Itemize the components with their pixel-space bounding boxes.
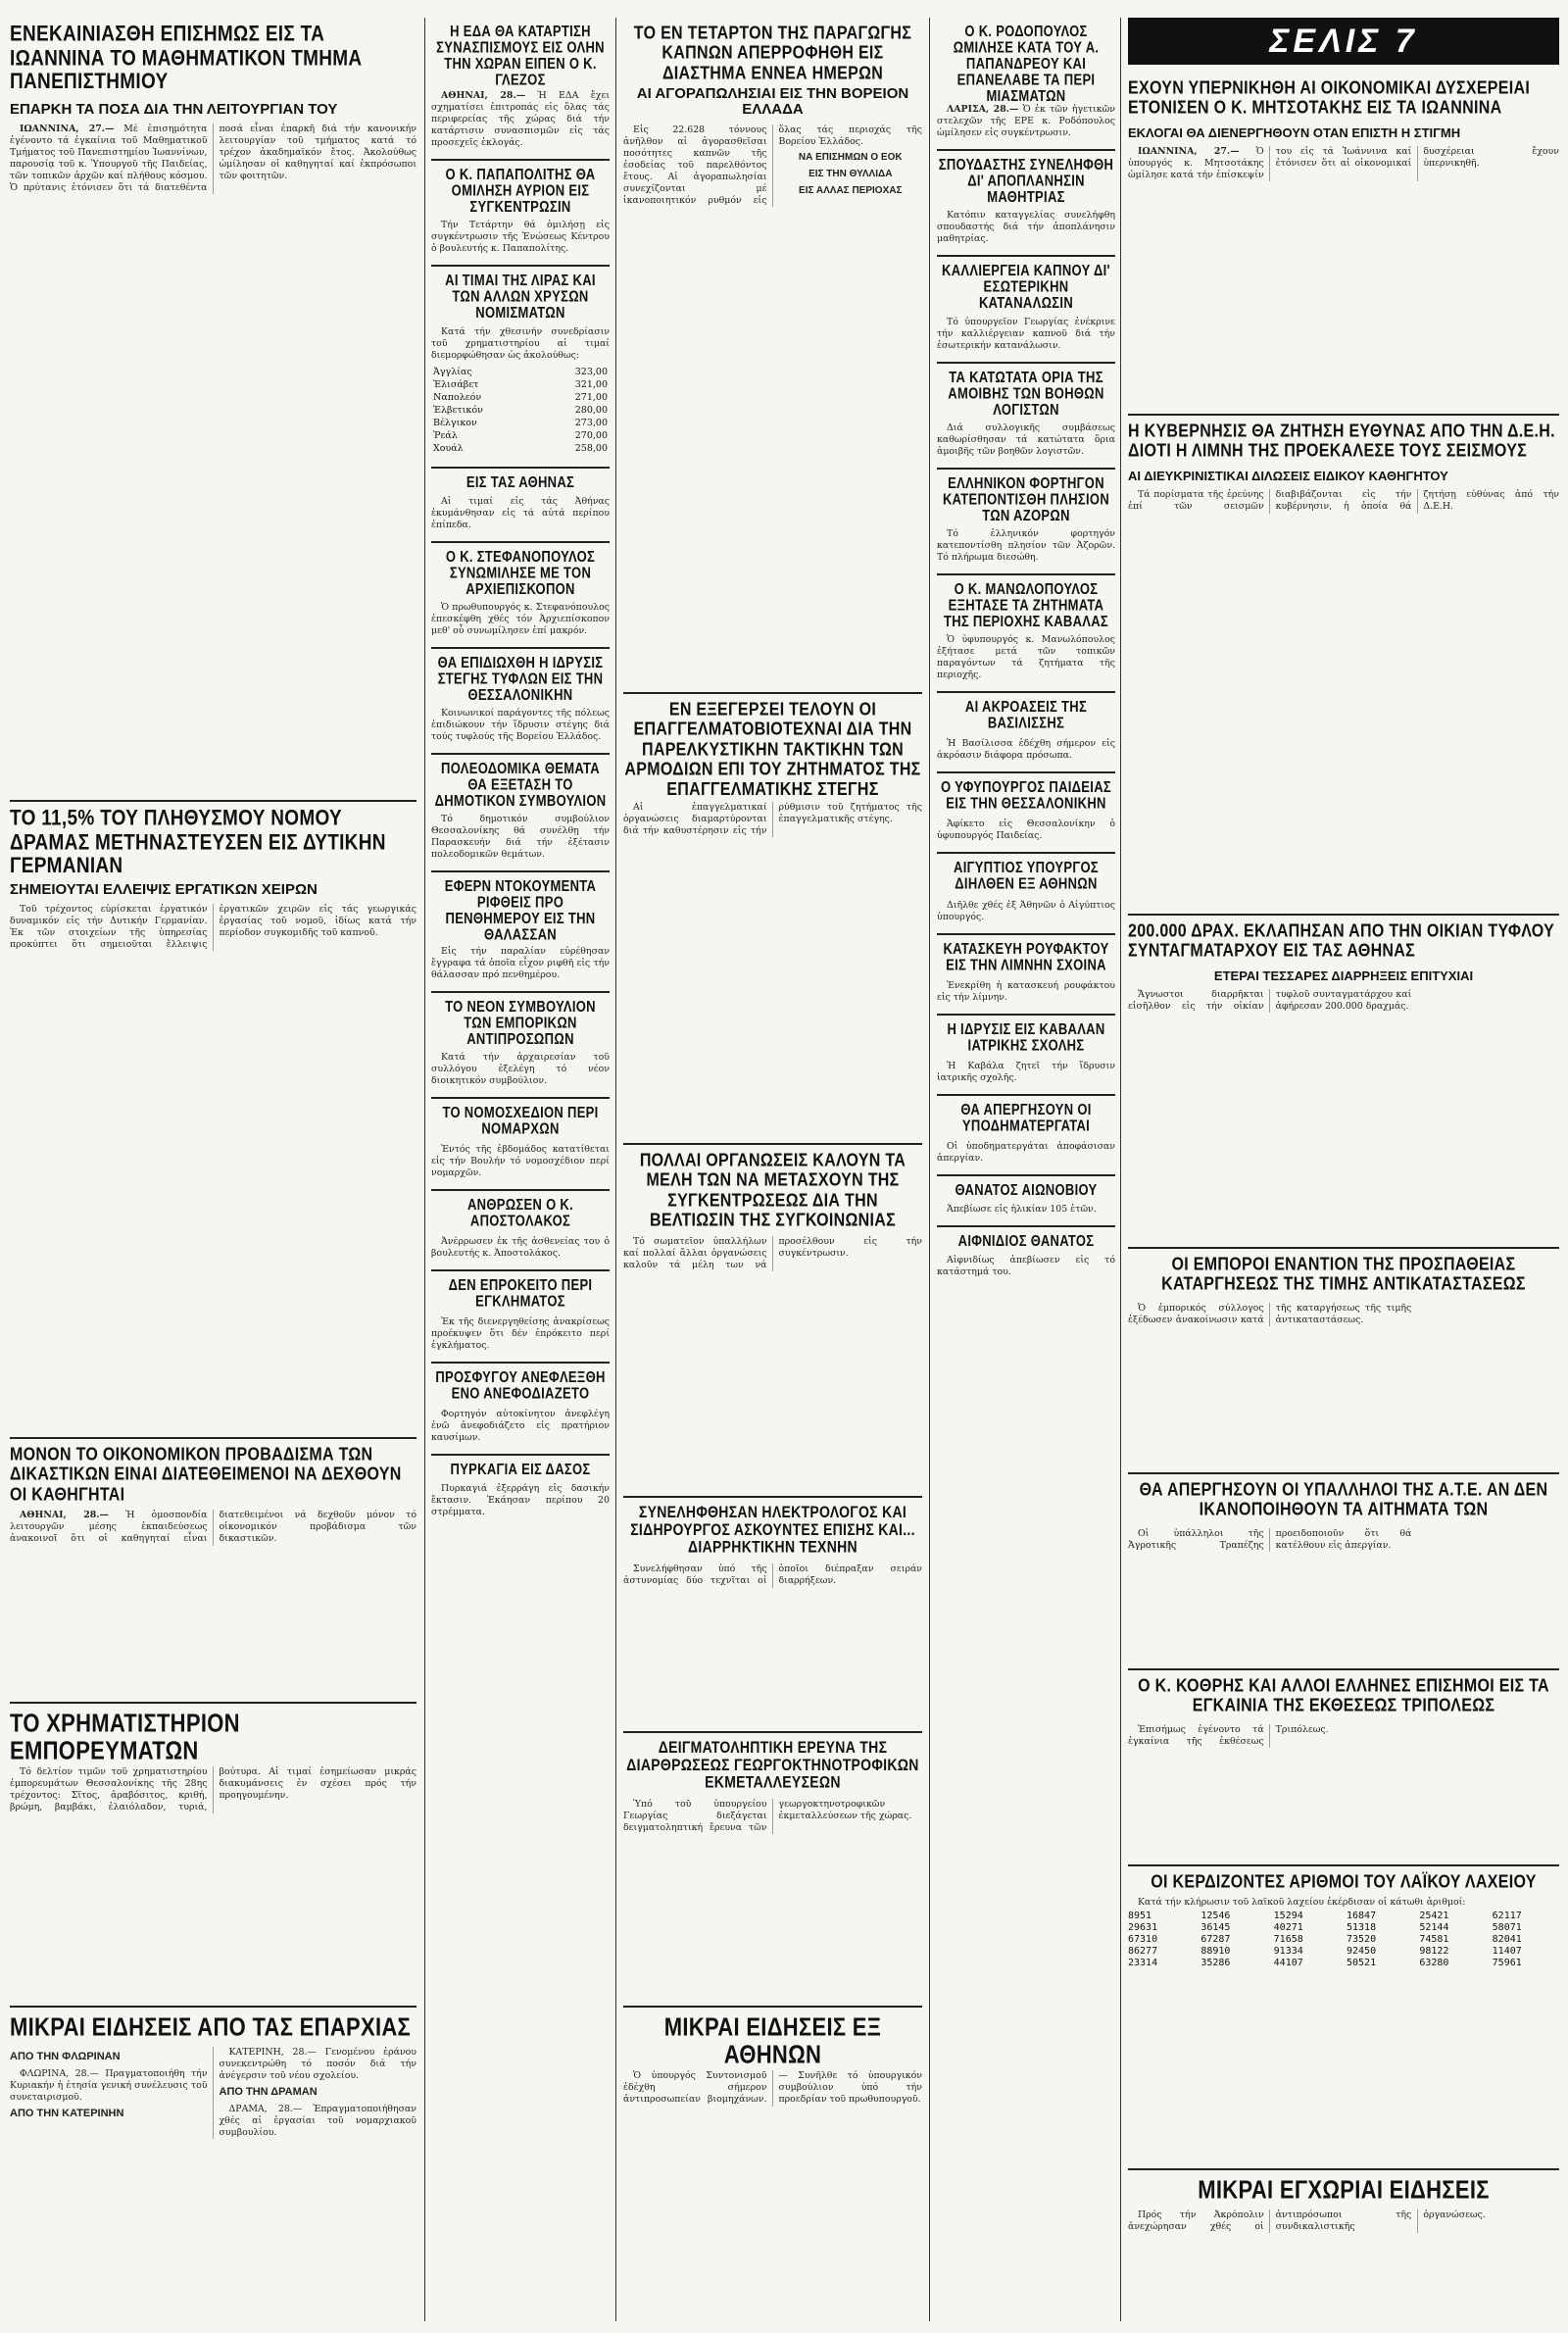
article-body [431,326,610,362]
article-text: Κατά τήν ἀρχαιρεσίαν τοῦ συλλόγου ἐξελέγη τό νέον διοικητικόν συμβούλιον. [431,1051,610,1086]
article [623,18,922,694]
lottery-number: 16847 [1347,1911,1377,1922]
price-row [431,404,610,417]
lottery-number: 23314 [1128,1958,1158,1969]
article [1128,73,1559,416]
coin-price: 323,00 [574,366,608,377]
article-text: Οἱ ὑποδηματεργάται ἀποφάσισαν ἀπεργίαν. [937,1140,1115,1164]
article-text: Ὁ πρωθυπουργός κ. Στεφανόπουλος ἐπεσκέφθη χθές τόν Ἀρχιεπίσκοπον μεθ' οὗ συνωμίλησεν ἐπί μακρόν. [431,601,610,636]
lottery-number: 67310 [1128,1934,1158,1946]
headline: ΤΟ 11,5% ΤΟΥ ΠΛΗΘΥΣΜΟΥ ΝΟΜΟΥ ΔΡΑΜΑΣ ΜΕΤΗΝΑΣΤΕΥΣΕΝ ΕΙΣ ΔΥΤΙΚΗΝ ΓΕΡΜΑΝΙΑΝ [10,806,386,879]
lottery-number: 25421 [1419,1911,1449,1922]
article [1128,1866,1559,2170]
article-text: Φορτηγόν αὐτοκίνητον ἀνεφλέγη ἐνῶ ἀνεφοδιάζετο εἰς πρατήριον καυσίμων. [431,1409,610,1444]
article [431,267,610,468]
lottery-number: 91334 [1273,1946,1303,1958]
headline: ΘΑ ΕΠΙΔΙΩΧΘΗ Η ΙΔΡΥΣΙΣ ΣΤΕΓΗΣ ΤΥΦΛΩΝ ΕΙΣ ΤΗΝ ΘΕΣΣΑΛΟΝΙΚΗΝ [437,653,604,704]
headline: Ο Κ. ΡΟΔΟΠΟΥΛΟΣ ΩΜΙΛΗΣΕ ΚΑΤΑ ΤΟΥ Α. ΠΑΠΑΝΔΡΕΟΥ ΚΑΙ ΕΠΑΝΕΛΑΒΕ ΤΑ ΠΕΡΙ ΜΙΑΣΜΑΤΩΝ [953,22,1100,105]
article [431,993,610,1099]
section-label: ΕΙΣ ΤΗΝ ΘΥΛΛΙΔΑ [808,168,893,179]
article [10,1704,416,2008]
article-body [431,220,610,255]
article [1128,1474,1559,1670]
article-body [431,946,610,981]
headline: ΠΡΟΣΦΥΓΟΥ ΑΝΕΦΛΕΞΘΗ ΕΝΟ ΑΝΕΦΟΔΙΑΖΕΤΟ [435,1368,606,1403]
article-body [937,1141,1115,1165]
article [1128,1249,1559,1474]
headline: ΟΙ ΚΕΡΔΙΖΟΝΤΕΣ ΑΡΙΘΜΟΙ ΤΟΥ ΛΑΪΚΟΥ ΛΑΧΕΙΟΥ [1151,1872,1537,1893]
article-text: Ἡ Καβάλα ζητεῖ τήν ἵδρυσιν ἰατρικῆς σχολῆς. [937,1060,1115,1083]
article-body [431,708,610,743]
article-text: Διῆλθε χθές ἐξ Ἀθηνῶν ὁ Αἰγύπτιος ὑπουργός. [937,899,1115,922]
dateline: ΙΩΑΝΝΙΝΑ, 27.— [20,124,115,135]
lottery-number: 75961 [1492,1958,1522,1969]
headline: ΔΕΙΓΜΑΤΟΛΗΠΤΙΚΗ ΕΡΕΥΝΑ ΤΗΣ ΔΙΑΡΘΡΩΣΕΩΣ ΓΕΩΡΓΟΚΤΗΝΟΤΡΟΦΙΚΩΝ ΕΚΜΕΤΑΛΛΕΥΣΕΩΝ [626,1737,919,1792]
headline: ΘΑ ΑΠΕΡΓΗΣΟΥΝ ΟΙ ΥΠΑΛΛΗΛΟΙ ΤΗΣ Α.Τ.Ε. ΑΝ ΔΕΝ ΙΚΑΝΟΠΟΙΗΘΟΥΝ ΤΑ ΑΙΤΗΜΑΤΑ ΤΩΝ [1139,1480,1548,1520]
article-text: Τά πορίσματα τῆς ἐρεύνης ἐπί τῶν σεισμῶν διαβιβάζονται εἰς τήν κυβέρνησιν, ἡ ὁποία θά ζητήσῃ εὐθύνας ἀπό τήν Δ.Ε.Η. [1128,488,1559,512]
article [937,1016,1115,1096]
column-3 [623,18,922,2321]
headline: ΤΟ ΕΝ ΤΕΤΑΡΤΟΝ ΤΗΣ ΠΑΡΑΓΩΓΗΣ ΚΑΠΝΩΝ ΑΠΕΡΡΟΦΗΘΗ ΕΙΣ ΔΙΑΣΤΗΜΑ ΕΝΝΕΑ ΗΜΕΡΩΝ [633,24,912,83]
article-text: Ἀνέρρωσεν ἐκ τῆς ἀσθενείας του ὁ βουλευτής κ. Ἀποστολάκος. [431,1236,610,1260]
coin-name: Ἑλβετικόν [433,404,483,416]
article [431,18,610,161]
column-4 [937,18,1115,2321]
article-body [937,104,1115,139]
article [431,161,610,267]
article [937,1096,1115,1176]
article-text: Ὁ ἐμπορικός σύλλογος ἐξέδωσεν ἀνακοίνωσιν κατά τῆς καταργήσεως τῆς τιμῆς ἀντικαταστάσεως. [1128,1302,1412,1325]
subheadline: ΣΗΜΕΙΟΥΤΑΙ ΕΛΛΕΙΨΙΣ ΕΡΓΑΤΙΚΩΝ ΧΕΙΡΩΝ [10,880,318,898]
article-text: Ὁ ὑφυπουργός κ. Μανωλόπουλος ἐξήτασε μετά τῶν τοπικῶν παραγόντων τά ζητήματα τῆς περιοχῆς. [937,634,1115,681]
article-text: Ἡ ΕΔΑ ἔχει σχηματίσει ἐπιτροπάς εἰς ὅλας τάς περιφερείας τῆς χώρας διά τήν κατάρτισιν συνασπισμῶν εἰς τάς προσεχεῖς ἐκλογάς. [431,90,610,149]
article-text: Ἀφίκετο εἰς Θεσσαλονίκην ὁ ὑφυπουργός Παιδείας. [937,819,1115,842]
lottery-number: 67287 [1200,1934,1231,1946]
article-text: Ἡ Βασίλισσα ἐδέχθη σήμερον εἰς ἀκρόασιν διάφορα πρόσωπα. [937,738,1115,762]
dateline: ΑΘΗΝΑΙ, 28.— [20,1509,109,1520]
article-text: Ἡ ὁμοσπονδία λειτουργῶν μέσης ἐκπαιδεύσεως ἀνακοινοῖ ὅτι οἱ καθηγηταί εἶναι διατεθειμένοι νά δεχθοῦν μόνον τό οἰκονομικόν προβάδισμα τῶν δικαστικῶν. [10,1509,416,1544]
coin-name: Βέλγικον [433,417,477,428]
headline: Η ΚΥΒΕΡΝΗΣΙΣ ΘΑ ΖΗΤΗΣΗ ΕΥΘΥΝΑΣ ΑΠΟ ΤΗΝ Δ.Ε.Η. ΔΙΟΤΙ Η ΛΙΜΝΗ ΤΗΣ ΠΡΟΕΚΑΛΕΣΕ ΤΟΥΣ ΣΕΙΣΜΟΥΣ [1128,422,1555,462]
article [937,854,1115,934]
article-body [1128,146,1559,181]
article-body [431,1316,610,1352]
article-text: Τό δελτίον τιμῶν τοῦ χρηματιστηρίου ἐμπορευμάτων Θεσσαλονίκης τῆς 28ης τρέχοντος: Σῖτος, ἀραβόσιτος, κριθή, βρώμη, βαμβάκι, ἐλαιόλαδον, τυριά, βούτυρα. Αἱ τιμαί ἐσημείωσαν μικράς διακυμάνσεις ἐν σχέσει πρός τήν προηγουμένην. [10,1765,416,1812]
article-body [937,422,1115,458]
coin-name: Ἐλισάβετ [433,378,479,390]
column-rule [929,18,930,2321]
headline: ΚΑΤΑΣΚΕΥΗ ΡΟΥΦΑΚΤΟΥ ΕΙΣ ΤΗΝ ΛΙΜΝΗΝ ΣΧΟΙΝΑ [943,939,1109,973]
headline: ΤΟ ΧΡΗΜΑΤΙΣΤΗΡΙΟΝ ΕΜΠΟΡΕΥΜΑΤΩΝ [10,1708,240,1765]
article [623,1733,922,2008]
article-text: Ἐντός τῆς ἑβδομάδος κατατίθεται εἰς τήν Βουλήν τό νομοσχέδιον περί νομαρχῶν. [431,1143,610,1178]
article-text: Τό δημοτικόν συμβούλιον Θεσσαλονίκης θά συνέλθῃ τήν Παρασκευήν διά τήν ἐξέτασιν πολεοδομικῶν θεμάτων. [431,814,610,861]
headline: ΑΙ ΤΙΜΑΙ ΤΗΣ ΛΙΡΑΣ ΚΑΙ ΤΩΝ ΑΛΛΩΝ ΧΡΥΣΩΝ ΝΟΜΙΣΜΑΤΩΝ [445,272,596,323]
article-text: Ὁ ὑπουργός κ. Μητσοτάκης ὡμίλησε κατά τήν ἐπίσκεψίν του εἰς τά Ἰωάννινα καί ἐτόνισεν ὅτι αἱ οἰκονομικαί δυσχέρειαι ἔχουν ὑπερνικηθῆ. [1128,145,1559,180]
article [937,693,1115,773]
article [937,364,1115,470]
price-row [431,417,610,429]
lottery-number: 58071 [1492,1922,1522,1934]
article-text: Τό σωματεῖον ὑπαλλήλων καί πολλαί ἄλλαι ὀργανώσεις καλοῦν τά μέλη των νά προσέλθουν εἰς τήν συγκέντρωσιν. [623,1236,922,1271]
lottery-number: 8951 [1128,1911,1152,1922]
lottery-number: 35286 [1200,1958,1231,1969]
coin-price: 321,00 [574,378,608,390]
article-body [1128,2209,1559,2233]
headline: ΑΝΘΡΩΣΕΝ Ο Κ. ΑΠΟΣΤΟΛΑΚΟΣ [466,1195,574,1230]
column-rule [424,18,425,2321]
article-body [10,1766,416,1813]
article-text: Μέ ἐπισημότητα ἐγένοντο τά ἐγκαίνια τοῦ Μαθηματικοῦ Τμήματος τοῦ Πανεπιστημίου Ἰωαννίνων, παρουσίᾳ τοῦ κ. Ὑπουργοῦ τῆς Παιδείας, τῶν τοπικῶν ἀρχῶν καί πλήθους κόσμου. Ὁ πρύτανις ἐτόνισεν ὅτι τά διατεθέντα ποσά εἶναι ἐπαρκῆ διά τήν κανονικήν λειτουργίαν τοῦ τμήματος κατά τό τρέχον ἀκαδημαϊκόν ἔτος. Ἀκολούθως ὡμίλησαν οἱ καθηγηταί καί ἐκπρόσωποι τῶν φοιτητῶν. [10,124,416,194]
article [10,1439,416,1704]
headline: ΕΝ ΕΞΕΓΕΡΣΕΙ ΤΕΛΟΥΝ ΟΙ ΕΠΑΓΓΕΛΜΑΤΟΒΙΟΤΕΧΝΑΙ ΔΙΑ ΤΗΝ ΠΑΡΕΛΚΥΣΤΙΚΗΝ ΤΑΚΤΙΚΗΝ ΤΩΝ ΑΡΜΟΔΙΩΝ ΕΠΙ ΤΟΥ ΖΗΤΗΜΑΤΟΣ ΤΗΣ ΕΠΑΓΓΕΛΜΑΤΙΚΗΣ ΣΤΕΓΗΣ [624,700,921,800]
lottery-number: 74581 [1419,1934,1449,1946]
column-1 [10,18,416,2321]
article-body [623,1799,922,1834]
article-text: Τοῦ τρέχοντος εὑρίσκεται ἐργατικόν δυναμικόν εἰς τήν Δυτικήν Γερμανίαν. Ἐκ τῶν στοιχείων τῆς ὑπηρεσίας προκύπτει ὅτι σημειοῦται ἔλλειψις ἐργατικῶν χειρῶν εἰς τάς γεωργικάς ἐργασίας τοῦ νομοῦ, ἰδίως κατά τήν περίοδον συγκομιδῆς τοῦ καπνοῦ. [10,904,416,951]
article-text: Αἰφνιδίως ἀπεβίωσεν εἰς τό κατάστημά του. [937,1255,1115,1278]
article-body [1128,489,1559,514]
article-text: Κατά τήν κλήρωσιν τοῦ λαϊκοῦ λαχείου ἐκέρδισαν οἱ κάτωθι ἀριθμοί: [1138,1897,1466,1909]
article-body [623,1236,922,1271]
article [431,469,610,543]
headline: ΟΙ ΕΜΠΟΡΟΙ ΕΝΑΝΤΙΟΝ ΤΗΣ ΠΡΟΣΠΑΘΕΙΑΣ ΚΑΤΑΡΓΗΣΕΩΣ ΤΗΣ ΤΙΜΗΣ ΑΝΤΙΚΑΤΑΣΤΑΣΕΩΣ [1161,1255,1526,1295]
price-row [431,442,610,455]
headline: Ο Κ. ΜΑΝΩΛΟΠΟΥΛΟΣ ΕΞΗΤΑΣΕ ΤΑ ΖΗΤΗΜΑΤΑ ΤΗΣ ΠΕΡΙΟΧΗΣ ΚΑΒΑΛΑΣ [943,579,1109,630]
article-text: ΚΑΤΕΡΙΝΗ, 28.— Γενομένου ἐράνου συνεκεντρώθη τό ποσόν διά τήν ἀνέγερσιν τοῦ νέου σχολείου. [219,2046,416,2081]
article [431,1099,610,1191]
article-body [623,124,922,207]
headline: ΕΝΕΚΑΙΝΙΑΣΘΗ ΕΠΙΣΗΜΩΣ ΕΙΣ ΤΑ ΙΩΑΝΝΙΝΑ ΤΟ ΜΑΘΗΜΑΤΙΚΟΝ ΤΜΗΜΑ ΠΑΝΕΠΙΣΤΗΜΙΟΥ [10,22,363,95]
article-body [623,802,922,837]
coin-price: 280,00 [574,404,608,416]
column-rule [615,18,616,2321]
column-5 [1128,18,1559,2321]
headline: ΜΙΚΡΑΙ ΕΙΔΗΣΕΙΣ ΕΞ ΑΘΗΝΩΝ [663,2011,882,2069]
article [431,543,610,649]
coin-name: Ναπολεόν [433,391,482,403]
article-body [431,90,610,149]
headline: ΕΦΕΡΝ ΝΤΟΚΟΥΜΕΝΤΑ ΡΙΦΘΕΙΣ ΠΡΟ ΠΕΝΘΗΜΕΡΟΥ ΕΙΣ ΤΗΝ ΘΑΛΑΣΣΑΝ [444,877,597,944]
lottery-number: 62117 [1492,1911,1522,1922]
article [1128,2170,1559,2241]
article-text: Τό ἑλληνικόν φορτηγόν κατεποντίσθη πλησίον τῶν Ἀζορῶν. Τό πλήρωμα διεσώθη. [937,527,1115,563]
subheadline: ΕΠΑΡΚΗ ΤΑ ΠΟΣΑ ΔΙΑ ΤΗΝ ΛΕΙΤΟΥΡΓΙΑΝ ΤΟΥ [10,100,338,118]
article-text: Οἱ ὑπάλληλοι τῆς Ἀγροτικῆς Τραπέζης προειδοποιοῦν ὅτι θά κατέλθουν εἰς ἀπεργίαν. [1128,1527,1412,1551]
coin-price: 258,00 [574,442,608,454]
article-body [431,814,610,861]
article [431,1191,610,1271]
subheadline: ΕΤΕΡΑΙ ΤΕΣΣΑΡΕΣ ΔΙΑΡΡΗΞΕΙΣ ΕΠΙΤΥΧΙΑΙ [1213,968,1474,983]
lottery-number: 12546 [1200,1911,1231,1922]
article-body [937,1061,1115,1084]
coin-name: Ἀγγλίας [433,366,472,377]
price-row [431,378,610,391]
lottery-number: 52144 [1419,1922,1449,1934]
coin-price: 270,00 [574,429,608,441]
headline: ΤΑ ΚΑΤΩΤΑΤΑ ΟΡΙΑ ΤΗΣ ΑΜΟΙΒΗΣ ΤΩΝ ΒΟΗΘΩΝ ΛΟΓΙΣΤΩΝ [948,368,1104,419]
article [431,1364,610,1456]
article-body [937,738,1115,762]
price-row [431,391,610,404]
article [937,470,1115,575]
article-text: Εἰς 22.628 τόννους ἀνῆλθον αἱ ἀγορασθεῖσαι ποσότητες καπνῶν τῆς ἐσοδείας τοῦ παρελθόντος ἔτους. Αἱ ἀγοραπωλησίαι συνεχίζονται μέ ἱκανοποιητικόν ρυθμόν εἰς ὅλας τάς περιοχάς τῆς Βορείου Ἑλλάδος. [623,124,922,206]
article-text: Διά συλλογικῆς συμβάσεως καθωρίσθησαν τά κατώτατα ὅρια ἀμοιβῆς τῶν βοηθῶν λογιστῶν. [937,422,1115,457]
article-text: Κοινωνικοί παράγοντες τῆς πόλεως ἐπιδιώκουν τήν ἵδρυσιν στέγης διά τούς τυφλούς τῆς Βορείου Ἑλλάδος. [431,708,610,743]
article-body [10,124,416,194]
headline: ΑΙΓΥΠΤΙΟΣ ΥΠΟΥΡΓΟΣ ΔΙΗΛΘΕΝ ΕΞ ΑΘΗΝΩΝ [954,859,1099,893]
headline: ΕΙΣ ΤΑΣ ΑΘΗΝΑΣ [466,472,575,491]
article-text: Συνελήφθησαν ὑπό τῆς ἀστυνομίας δύο τεχνῖται οἱ ὁποῖοι διέπραξαν σειράν διαρρήξεων. [623,1564,922,1587]
article [937,575,1115,693]
article [937,773,1115,854]
headline: ΤΟ ΝΕΟΝ ΣΥΜΒΟΥΛΙΟΝ ΤΩΝ ΕΜΠΟΡΙΚΩΝ ΑΝΤΙΠΡΟΣΩΠΩΝ [445,997,596,1048]
price-row [431,429,610,442]
coin-price: 271,00 [574,391,608,403]
article [623,1498,922,1733]
coin-price: 273,00 [574,417,608,428]
article-body [431,1052,610,1087]
article-text: Ἐπισήμως ἐγένοντο τά ἐγκαίνια τῆς ἐκθέσεως Τριπόλεως. [1128,1723,1329,1747]
headline: ΣΥΝΕΛΗΦΘΗΣΑΝ ΗΛΕΚΤΡΟΛΟΓΟΣ ΚΑΙ ΣΙΔΗΡΟΥΡΓΟΣ ΑΣΚΟΥΝΤΕΣ ΕΠΙΣΗΣ ΚΑΙ... ΔΙΑΡΡΗΚΤΙΚΗΝ ΤΕΧΝΗΝ [630,1502,915,1557]
article-text: ΦΛΩΡΙΝΑ, 28.— Πραγματοποιήθη τήν Κυριακήν ἡ ἐτησία γενική συνέλευσις τοῦ συνεταιρισμοῦ. [10,2067,208,2103]
dateline: ΛΑΡΙΣΑ, 28.— [947,104,1019,116]
article [937,151,1115,257]
article-text: Αἱ ἐπαγγελματικαί ὀργανώσεις διαμαρτύρονται διά τήν καθυστέρησιν εἰς τήν ρύθμισιν τοῦ ζητήματος τῆς ἐπαγγελματικῆς στέγης. [623,802,922,837]
article [937,257,1115,363]
article [431,755,610,872]
lottery-number: 82041 [1492,1934,1522,1946]
lottery-number: 71658 [1273,1934,1303,1946]
article-body [1128,1303,1559,1326]
article [937,935,1115,1016]
article-text: Ὁ ἐκ τῶν ἡγετικῶν στελεχῶν τῆς ΕΡΕ κ. Ροδόπουλος ὡμίλησεν εἰς συγκέντρωσιν. [937,104,1115,139]
article-text: Τήν Τετάρτην θά ὁμιλήσῃ εἰς συγκέντρωσιν τῆς Ἑνώσεως Κέντρου ὁ βουλευτής κ. Παπαπολίτης. [431,220,610,255]
lottery-number: 29631 [1128,1922,1158,1934]
article-body [1128,1528,1559,1552]
lottery-number: 11407 [1492,1946,1522,1958]
article-body [431,1236,610,1260]
article [431,1271,610,1364]
headline: ΠΟΛΛΑΙ ΟΡΓΑΝΩΣΕΙΣ ΚΑΛΟΥΝ ΤΑ ΜΕΛΗ ΤΩΝ ΝΑ ΜΕΤΑΣΧΟΥΝ ΤΗΣ ΣΥΓΚΕΝΤΡΩΣΕΩΣ ΔΙΑ ΤΗΝ ΒΕΛΤΙΩΣΙΝ ΤΗΣ ΣΥΓΚΟΙΝΩΝΙΑΣ [639,1151,906,1231]
headline: ΑΙ ΑΚΡΟΑΣΕΙΣ ΤΗΣ ΒΑΣΙΛΙΣΣΗΣ [964,698,1088,732]
coin-name: Ῥεάλ [433,429,458,441]
article-body [937,1204,1115,1216]
section-label: ΑΠΟ ΤΗΝ ΦΛΩΡΙΝΑΝ [10,2050,121,2062]
lottery-number: 40271 [1273,1922,1303,1934]
article-body [431,1483,610,1518]
headline: ΕΧΟΥΝ ΥΠΕΡΝΙΚΗΘΗ ΑΙ ΟΙΚΟΝΟΜΙΚΑΙ ΔΥΣΧΕΡΕΙΑΙ ΕΤΟΝΙΣΕΝ Ο Κ. ΜΗΤΣΟΤΑΚΗΣ ΕΙΣ ΤΑ ΙΩΑΝΝΙΝΑ [1128,78,1531,119]
article-body [10,1510,416,1546]
lottery-number: 51318 [1347,1922,1377,1934]
article-text: Ὑπό τοῦ ὑπουργείου Γεωργίας διεξάγεται δειγματοληπτική ἔρευνα τῶν γεωργοκτηνοτροφικῶν ἐκμεταλλεύσεων τῆς χώρας. [623,1799,912,1834]
headline: ΠΟΛΕΟΔΟΜΙΚΑ ΘΕΜΑΤΑ ΘΑ ΕΞΕΤΑΣΗ ΤΟ ΔΗΜΟΤΙΚΟΝ ΣΥΜΒΟΥΛΙΟΝ [434,759,607,810]
article [10,802,416,1439]
article-text: Πυρκαγιά ἐξερράγη εἰς δασικήν ἔκτασιν. Ἐκάησαν περίπου 20 στρέμματα. [431,1483,610,1518]
article-body [431,1144,610,1179]
article-text: Ἄγνωστοι διαρρῆκται εἰσῆλθον εἰς τήν οἰκίαν τυφλοῦ συνταγματάρχου καί ἀφήρεσαν 200.000 δραχμάς. [1128,988,1412,1012]
headline: ΘΑ ΑΠΕΡΓΗΣΟΥΝ ΟΙ ΥΠΟΔΗΜΑΤΕΡΓΑΤΑΙ [960,1100,1092,1134]
headline: ΜΙΚΡΑΙ ΕΙΔΗΣΕΙΣ ΑΠΟ ΤΑΣ ΕΠΑΡΧΙΑΣ [10,2011,412,2042]
headline: ΠΥΡΚΑΓΙΑ ΕΙΣ ΔΑΣΟΣ [450,1461,591,1478]
dateline: ΙΩΑΝΝΙΝΑ, 27.— [1138,145,1240,157]
section-label: ΝΑ ΕΠΙΣΗΜΩΝ Ο ΕΟΚ [798,151,903,163]
headline: Ο Κ. ΠΑΠΑΠΟΛΙΤΗΣ ΘΑ ΟΜΙΛΗΣΗ ΑΥΡΙΟΝ ΕΙΣ ΣΥΓΚΕΝΤΡΩΣΙΝ [445,166,596,216]
lottery-number: 73520 [1347,1934,1377,1946]
lottery-number: 36145 [1200,1922,1231,1934]
lottery-number: 44107 [1273,1958,1303,1969]
article-body [937,210,1115,245]
headline: ΑΙΦΝΙΔΙΟΣ ΘΑΝΑΤΟΣ [957,1231,1095,1250]
headline: ΤΟ ΝΟΜΟΣΧΕΔΙΟΝ ΠΕΡΙ ΝΟΜΑΡΧΩΝ [442,1103,599,1137]
article-body [1128,1897,1559,1909]
lottery-number: 63280 [1419,1958,1449,1969]
headline: ΜΙΚΡΑΙ ΕΓΧΩΡΙΑΙ ΕΙΔΗΣΕΙΣ [1198,2174,1490,2205]
article-body [623,2070,922,2107]
article-text: Πρός τήν Ἀκρόπολιν ἀνεχώρησαν χθές οἱ ἀντιπρόσωποι τῆς συνδικαλιστικῆς ὀργανώσεως. [1128,2209,1486,2232]
lottery-number: 15294 [1273,1911,1303,1922]
article-body [937,819,1115,842]
article-body [431,602,610,637]
article [623,1145,922,1498]
headline: ΜΟΝΟΝ ΤΟ ΟΙΚΟΝΟΜΙΚΟΝ ΠΡΟΒΑΔΙΣΜΑ ΤΩΝ ΔΙΚΑΣΤΙΚΩΝ ΕΙΝΑΙ ΔΙΑΤΕΘΕΙΜΕΝΟΙ ΝΑ ΔΕΧΘΟΥΝ ΟΙ ΚΑΘΗΓΗΤΑΙ [10,1445,402,1505]
article-body [937,900,1115,923]
article-body [937,634,1115,681]
coin-name: Χουάλ [433,442,464,454]
article [937,18,1115,151]
price-table [431,366,610,455]
headline: 200.000 ΔΡΑΧ. ΕΚΛΑΠΗΣΑΝ ΑΠΟ ΤΗΝ ΟΙΚΙΑΝ ΤΥΦΛΟΥ ΣΥΝΤΑΓΜΑΤΑΡΧΟΥ ΕΙΣ ΤΑΣ ΑΘΗΝΑΣ [1128,921,1555,962]
headline: Η ΙΔΡΥΣΙΣ ΕΙΣ ΚΑΒΑΛΑΝ ΙΑΤΡΙΚΗΣ ΣΧΟΛΗΣ [947,1019,1105,1054]
article [1128,416,1559,916]
article [431,872,610,992]
lottery-number: 88910 [1200,1946,1231,1958]
section-label: ΑΠΟ ΤΗΝ ΔΡΑΜΑΝ [219,2085,318,2098]
article [937,1176,1115,1227]
headline: Ο Κ. ΚΟΘΡΗΣ ΚΑΙ ΑΛΛΟΙ ΕΛΛΗΝΕΣ ΕΠΙΣΗΜΟΙ ΕΙΣ ΤΑ ΕΓΚΑΙΝΙΑ ΤΗΣ ΕΚΘΕΣΕΩΣ ΤΡΙΠΟΛΕΩΣ [1138,1676,1549,1716]
lottery-number: 86277 [1128,1946,1158,1958]
headline: ΕΛΛΗΝΙΚΟΝ ΦΟΡΤΗΓΟΝ ΚΑΤΕΠΟΝΤΙΣΘΗ ΠΛΗΣΙΟΝ ΤΩΝ ΑΖΟΡΩΝ [942,473,1110,524]
headline: ΘΑΝΑΤΟΣ ΑΙΩΝΟΒΙΟΥ [955,1180,1098,1199]
article [431,649,610,755]
lottery-number: 98122 [1419,1946,1449,1958]
article [623,694,922,1145]
column-rule [1120,18,1121,2321]
article [10,18,416,802]
article [431,1456,610,1528]
section-label: ΑΠΟ ΤΗΝ ΚΑΤΕΡΙΝΗΝ [10,2107,124,2119]
article-text: Ἀπεβίωσε εἰς ἡλικίαν 105 ἐτῶν. [947,1204,1097,1215]
article [1128,916,1559,1249]
article-body [10,2047,416,2139]
article-body [937,528,1115,564]
subheadline: ΑΙ ΑΓΟΡΑΠΩΛΗΣΙΑΙ ΕΙΣ ΤΗΝ ΒΟΡΕΙΟΝ ΕΛΛΑΔΑ [636,84,909,119]
headline: Η ΕΔΑ ΘΑ ΚΑΤΑΡΤΙΣΗ ΣΥΝΑΣΠΙΣΜΟΥΣ ΕΙΣ ΟΛΗΝ ΤΗΝ ΧΩΡΑΝ ΕΙΠΕΝ Ο Κ. ΓΛΕΖΟΣ [436,22,605,89]
article-body [10,904,416,951]
article [937,1227,1115,1288]
article-text: Κατά τήν χθεσινήν συνεδρίασιν τοῦ χρηματιστηρίου αἱ τιμαί διεμορφώθησαν ὡς ἀκολούθως: [431,325,610,361]
headline: Ο ΥΦΥΠΟΥΡΓΟΣ ΠΑΙΔΕΙΑΣ ΕΙΣ ΤΗΝ ΘΕΣΣΑΛΟΝΙΚΗΝ [941,778,1111,813]
article-text: Ἐνεκρίθη ἡ κατασκευή ρουφάκτου εἰς τήν λίμνην. [937,979,1115,1003]
article-text: Ὁ ὑπουργός Συντονισμοῦ ἐδέχθη σήμερον ἀντιπροσωπείαν βιομηχάνων. — Συνῆλθε τό ὑπουργικόν συμβούλιον ὑπό τήν προεδρίαν τοῦ πρωθυπουργοῦ. [623,2069,922,2105]
article-text: Εἰς τήν παραλίαν εὑρέθησαν ἔγγραφα τά ὁποῖα εἶχον ριφθῆ εἰς τήν θάλασσαν πρό πενθημέρου. [431,945,610,980]
subheadline: ΕΚΛΟΓΑΙ ΘΑ ΔΙΕΝΕΡΓΗΘΟΥΝ ΟΤΑΝ ΕΠΙΣΤΗ Η ΣΤΙΓΜΗ [1128,124,1461,140]
subheadline: ΑΙ ΔΙΕΥΚΡΙΝΙΣΤΙΚΑΙ ΔΙΛΩΣΕΙΣ ΕΙΔΙΚΟΥ ΚΑΘΗΓΗΤΟΥ [1128,468,1448,483]
headline: Ο Κ. ΣΤΕΦΑΝΟΠΟΥΛΟΣ ΣΥΝΩΜΙΛΗΣΕ ΜΕ ΤΟΝ ΑΡΧΙΕΠΙΣΚΟΠΟΝ [445,547,596,598]
article-body [1128,989,1559,1013]
article-text: Τό ὑπουργεῖον Γεωργίας ἐνέκρινε τήν καλλιέργειαν καπνοῦ διά τήν ἐσωτερικήν κατανάλωσιν. [937,316,1115,351]
headline: ΣΠΟΥΔΑΣΤΗΣ ΣΥΝΕΛΗΦΘΗ ΔΙ' ΑΠΟΠΛΑΝΗΣΙΝ ΜΑΘΗΤΡΙΑΣ [938,156,1114,206]
column-2 [431,18,610,2321]
price-row [431,366,610,378]
article-body [1128,1724,1559,1748]
article [623,2008,922,2114]
lottery-number: 92450 [1347,1946,1377,1958]
headline: ΔΕΝ ΕΠΡΟΚΕΙΤΟ ΠΕΡΙ ΕΓΚΛΗΜΑΤΟΣ [448,1275,593,1311]
lottery-number: 50521 [1347,1958,1377,1969]
article-text: Αἱ τιμαί εἰς τάς Ἀθήνας ἐκυμάνθησαν εἰς τά αὐτά περίπου ἐπίπεδα. [431,495,610,530]
section-label: ΕΙΣ ΑΛΛΑΣ ΠΕΡΙΟΧΑΣ [799,184,903,196]
article-body [937,1255,1115,1278]
article-body [623,1564,922,1588]
article-text: Ἐκ τῆς διενεργηθείσης ἀνακρίσεως προέκυψεν ὅτι δέν ἐπρόκειτο περί ἐγκλήματος. [431,1316,610,1352]
article-text: ΔΡΑΜΑ, 28.— Ἐπραγματοποιήθησαν χθές αἱ ἐργασίαι τοῦ νομαρχιακοῦ συμβουλίου. [219,2103,416,2138]
article [1128,1670,1559,1866]
article-body [431,1409,610,1444]
article-body [937,317,1115,352]
article [10,2008,416,2147]
lottery-numbers [1128,1911,1559,1968]
article-body [937,980,1115,1004]
headline: ΚΑΛΛΙΕΡΓΕΙΑ ΚΑΠΝΟΥ ΔΙ' ΕΣΩΤΕΡΙΚΗΝ ΚΑΤΑΝΑΛΩΣΙΝ [942,262,1110,313]
page-number-logo: ΣΕΛΙΣ 7 [1128,18,1559,65]
dateline: ΑΘΗΝΑΙ, 28.— [441,90,526,102]
article-text: Κατόπιν καταγγελίας συνελήφθη σπουδαστής διά τήν ἀποπλάνησιν μαθητρίας. [937,210,1115,245]
article-body [431,496,610,531]
